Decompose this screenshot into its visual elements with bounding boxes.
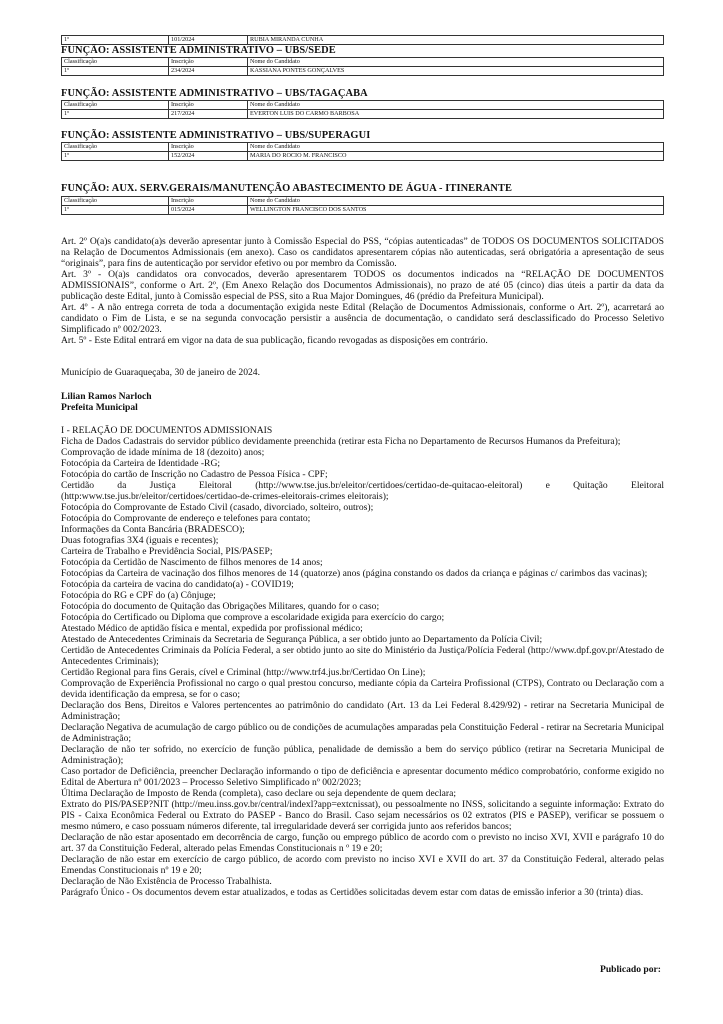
annex-item: Fotocópia da Certidão de Nascimento de filhos menores de 14 anos;	[61, 557, 323, 568]
annex-item: Certidão Regional para fins Gerais, cível e Criminal (http://www.trf4.jus.br/Certidao On Line);	[61, 667, 426, 678]
annex-item: Declaração de não ter sofrido, no exercício de função pública, penalidade de demissão a bem do serviço público (retirar na Secretaria Municipal de Administração);	[61, 744, 664, 766]
header-classification: Classificação	[62, 101, 169, 110]
table-header-row	[62, 58, 664, 67]
annex-item: Duas fotografias 3X4 (iguais e recentes);	[61, 535, 219, 546]
annex-item: Certidão da Justiça Eleitoral (http://www.tse.jus.br/eleitor/certidoes/certidao-de-quitacao-eleitoral) e Quitação Eleitoral (http:www.tse.jus.br/eleitor/certidoes/certidao-de-crimes-eleitorais-crimes eleitorais);	[61, 480, 664, 502]
table-superagui	[61, 142, 664, 161]
table-header-row	[62, 197, 664, 206]
header-classification: Classificação	[62, 143, 169, 152]
header-registration: Inscrição	[169, 58, 248, 67]
annex-item: Atestado de Antecedentes Criminais da Secretaria de Segurança Pública, a ser obtido junto ao Departamento da Polícia Civil;	[61, 634, 543, 645]
cell-registration: 234/2024	[169, 67, 248, 76]
annex-item: Atestado Médico de aptidão física e mental, expedida por profissional médico;	[61, 623, 363, 634]
annex-item: Ficha de Dados Cadastrais do servidor público devidamente preenchida (retirar esta Ficha no Departamento de Recursos Humanos da Prefeitura);	[61, 436, 621, 447]
header-candidate-name: Nome do Candidato	[248, 143, 664, 152]
signer-role: Prefeita Municipal	[61, 402, 138, 413]
cell-classification: 1º	[62, 206, 169, 215]
cell-candidate-name: KASSIANA PONTES GONÇALVES	[248, 67, 664, 76]
article-4: Art. 4º - A não entrega correta de toda a documentação exigida neste Edital (Relação de Documentos Admissionais, conforme o Art. 2º), acarretará ao candidato o Fim de Lista, e se na segunda convocação persistir a ausência de documentação, o candidato será desclassificado do Processo Seletivo Simplificado nº 002/2023.	[61, 302, 664, 335]
article-2: Art. 2º O(a)s candidato(a)s deverão apresentar junto à Comissão Especial do PSS, “cópias autenticadas” de TODOS OS DOCUMENTOS SOLICITADOS na Relação de Documentos Admissionais (em anexo). Caso os candidatos apresentarem cópias não autenticadas, será obrigatória a apresentação de seus “originais”, para fins de autenticação por servidor efetivo ou por membro da Comissão.	[61, 236, 664, 269]
header-registration: Inscrição	[169, 101, 248, 110]
annex-item: Certidão de Antecedentes Criminais da Polícia Federal, a ser obtido junto ao site do Ministério da Justiça/Polícia Federal (http://www.dpf.gov.pr/Atestado de Antecedentes Criminais);	[61, 645, 664, 667]
table-row	[62, 36, 664, 45]
cell-classification: 1º	[62, 36, 169, 45]
header-registration: Inscrição	[169, 197, 248, 206]
cell-registration: 015/2024	[169, 206, 248, 215]
table-sede	[61, 57, 664, 76]
function-heading-aux-serv-gerais: FUNÇÃO: AUX. SERV.GERAIS/MANUTENÇÃO ABASTECIMENTO DE ÁGUA - ITINERANTE	[61, 183, 513, 194]
annex-item: Carteira de Trabalho e Previdência Social, PIS/PASEP;	[61, 546, 273, 557]
annex-list	[61, 436, 664, 898]
annex-item: Informações da Conta Bancária (BRADESCO);	[61, 524, 245, 535]
header-candidate-name: Nome do Candidato	[248, 101, 664, 110]
table-aux-serv-gerais	[61, 196, 664, 215]
header-classification: Classificação	[62, 58, 169, 67]
header-classification: Classificação	[62, 197, 169, 206]
cell-classification: 1º	[62, 152, 169, 161]
table-tagacaba	[61, 100, 664, 119]
annex-item: Fotocópia do RG e CPF do (a) Cônjuge;	[61, 590, 216, 601]
function-heading-superagui: FUNÇÃO: ASSISTENTE ADMINISTRATIVO – UBS/SUPERAGUI	[61, 130, 371, 141]
cell-registration: 101/2024	[169, 36, 248, 45]
cell-candidate-name: EVERTON LUIS DO CARMO BARBOSA	[248, 110, 664, 119]
annex-item: Declaração de Não Existência de Processo Trabalhista.	[61, 876, 272, 887]
header-candidate-name: Nome do Candidato	[248, 197, 664, 206]
annex-item: Declaração Negativa de acumulação de cargo público ou de condições de acumulações amparadas pela Constituição Federal - retirar na Secretaria Municipal de Administração;	[61, 722, 664, 744]
cell-candidate-name: MARIA DO ROCIO M. FRANCISCO	[248, 152, 664, 161]
annex-title: I - RELAÇÃO DE DOCUMENTOS ADMISSIONAIS	[61, 425, 273, 436]
annex-item: Fotocópias da Carteira de vacinação dos filhos menores de 14 (quatorze) anos (página constando os dados da criança e páginas c/ carimbos das vacinas);	[61, 568, 648, 579]
annex-item: Declaração de não estar em exercício de cargo público, de acordo com previsto no inciso XVI e XVII do art. 37 da Constituição Federal, alterado pelas Emendas Constitucionais nº 19 e 20;	[61, 854, 664, 876]
annex-item: Parágrafo Único - Os documentos devem estar atualizados, e todas as Certidões solicitadas devem estar com datas de emissão inferior a 30 (trinta) dias.	[61, 887, 644, 898]
cell-registration: 152/2024	[169, 152, 248, 161]
signer-name: Lilian Ramos Narloch	[61, 391, 152, 402]
annex-item: Fotocópia do documento de Quitação das Obrigações Militares, quando for o caso;	[61, 601, 380, 612]
table-header-row	[62, 101, 664, 110]
published-by: Publicado por:	[599, 964, 661, 975]
annex-item: Declaração dos Bens, Direitos e Valores pertencentes ao patrimônio do candidato (Art. 13 da Lei Federal 8.429/92) - retirar na Secretaria Municipal de Administração;	[61, 700, 664, 722]
articles-block	[61, 236, 664, 346]
annex-item: Fotocópia do cartão de Inscrição no Cadastro de Pessoa Física - CPF;	[61, 469, 328, 480]
table-header-row	[62, 143, 664, 152]
cell-classification: 1º	[62, 67, 169, 76]
header-candidate-name: Nome do Candidato	[248, 58, 664, 67]
annex-item: Fotocópia da carteira de vacina do candidato(a) - COVID19;	[61, 579, 294, 590]
annex-item: Fotocópia do Comprovante de Estado Civil (casado, divorciado, solteiro, outros);	[61, 502, 374, 513]
table-row	[62, 67, 664, 76]
cell-registration: 217/2024	[169, 110, 248, 119]
annex-item: Fotocópia da Carteira de Identidade -RG;	[61, 458, 221, 469]
table-row	[62, 110, 664, 119]
cell-classification: 1º	[62, 110, 169, 119]
annex-item: Caso portador de Deficiência, preencher Declaração informando o tipo de deficiência e apresentar documento médico comprobatório, conforme exigido no Edital de Abertura nº 001/2023 – Processo Seletivo Simplificado nº 002/2023;	[61, 766, 664, 788]
annex-item: Extrato do PIS/PASEP?NIT (http://meu.inss.gov.br/central/indexl?app=extcnissat), ou pessoalmente no INSS, solicitando a seguinte informação: Extrato do PIS - Caixa Econômica Federal ou Extrato do PASEP - Banco do Brasil. Caso sejam necessários os 02 extratos (PIS e PASEP), verificar se possuem o mesmo número, e caso possuam números diferente, tal irregularidade deverá ser corrigida junto aos referidos bancos;	[61, 799, 664, 832]
annex-item: Fotocópia do Certificado ou Diploma que comprove a escolaridade exigida para exercício do cargo;	[61, 612, 445, 623]
annex-item: Declaração de não estar aposentado em decorrência de cargo, função ou emprego público de acordo com o previsto no inciso XVI, XVII e parágrafo 10 do art. 37 da Constituição Federal, alterado pelas Emendas Constitucionais n º 19 e 20;	[61, 832, 664, 854]
header-registration: Inscrição	[169, 143, 248, 152]
function-heading-tagacaba: FUNÇÃO: ASSISTENTE ADMINISTRATIVO – UBS/TAGAÇABA	[61, 88, 368, 99]
annex-item: Última Declaração de Imposto de Renda (completa), caso declare ou seja dependente de quem declara;	[61, 788, 457, 799]
table-prev-function	[61, 35, 664, 45]
article-5: Art. 5º - Este Edital entrará em vigor na data de sua publicação, ficando revogadas as disposições em contrário.	[61, 335, 488, 346]
annex-item: Comprovação de idade mínima de 18 (dezoito) anos;	[61, 447, 265, 458]
table-row	[62, 152, 664, 161]
cell-candidate-name: WELLINGTON FRANCISCO DOS SANTOS	[248, 206, 664, 215]
annex-item: Comprovação de Experiência Profissional no cargo o qual prestou concurso, mediante cópia da Carteira Profissional (CTPS), Contrato ou Declaração com a devida identificação da empresa, se for o caso;	[61, 678, 664, 700]
table-row	[62, 206, 664, 215]
article-3: Art. 3º - O(a)s candidatos ora convocados, deverão apresentarem TODOS os documentos indicados na “RELAÇÃO DE DOCUMENTOS ADMISSIONAIS”, conforme o Art. 2º, (Em Anexo Relação dos Documentos Admissionais), no prazo de até 05 (cinco) dias úteis a partir da data da publicação deste Edital, junto à Comissão especial de PSS, sito a Rua Major Domingues, 46 (prédio da Prefeitura Municipal).	[61, 269, 664, 302]
cell-candidate-name: RUBIA MIRANDA CUNHA	[248, 36, 664, 45]
function-heading-sede: FUNÇÃO: ASSISTENTE ADMINISTRATIVO – UBS/SEDE	[61, 45, 336, 56]
place-date: Município de Guaraqueçaba, 30 de janeiro de 2024.	[61, 367, 261, 378]
annex-item: Fotocópia do Comprovante de endereço e telefones para contato;	[61, 513, 311, 524]
